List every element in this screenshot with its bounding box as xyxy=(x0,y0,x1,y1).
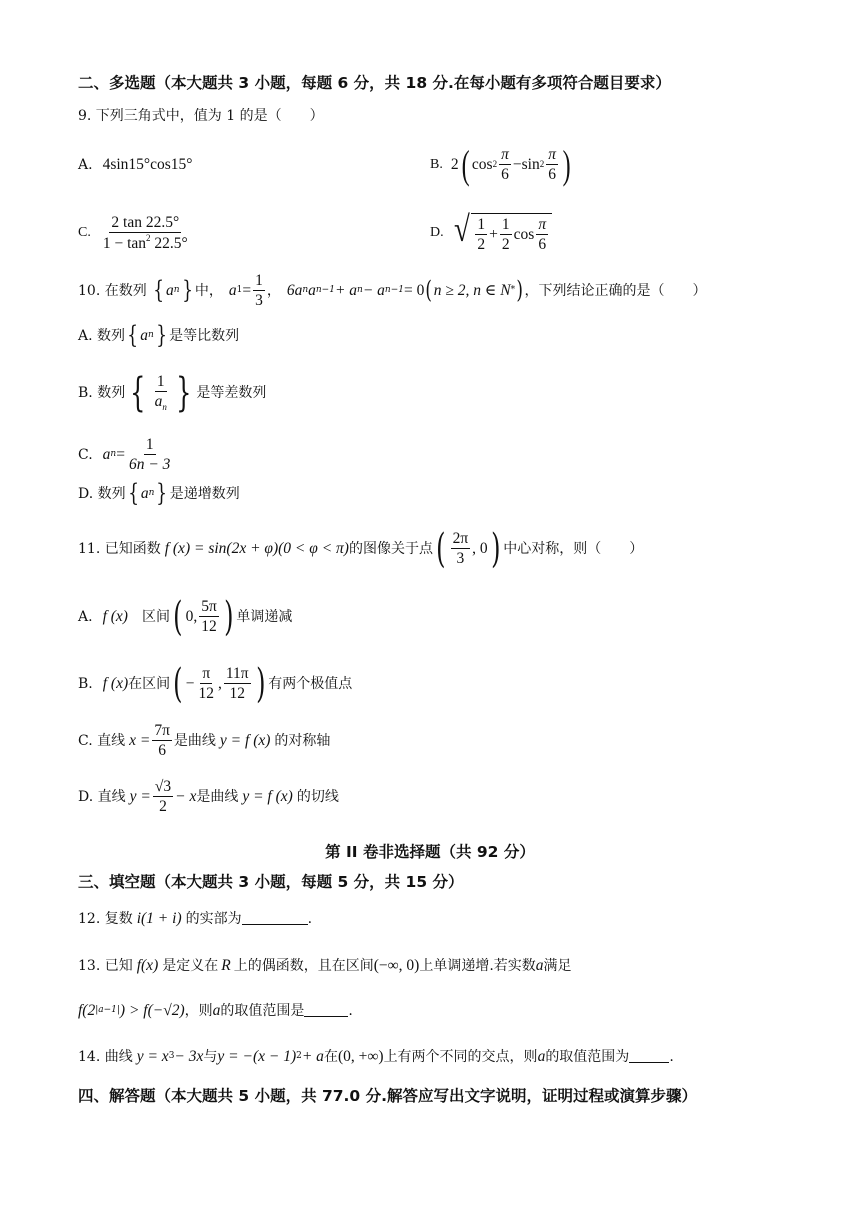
frac-num: 1 xyxy=(475,216,487,235)
q9-d-sqrt xyxy=(452,209,552,254)
stem-text: 是定义在 xyxy=(162,957,219,974)
interval-start: 0, xyxy=(185,607,198,625)
left-paren: ( xyxy=(425,275,433,304)
curve-2-tail: + a xyxy=(301,1048,324,1065)
q11-option-b xyxy=(78,660,353,707)
option-label: D. xyxy=(430,225,444,241)
frac-den: 2 xyxy=(501,236,510,254)
q9-b-exponent: 2 xyxy=(492,159,498,170)
frac-den: 12 xyxy=(229,685,245,703)
q9-option-c xyxy=(78,214,192,252)
interval: (−∞, 0) xyxy=(373,957,420,974)
stem-text: 12. 复数 xyxy=(78,910,133,927)
part-2-title: 第 II 卷非选择题（共 92 分） xyxy=(325,843,535,861)
rec-term: a xyxy=(308,281,316,299)
comma: , xyxy=(218,674,222,692)
q9-b-frac-2 xyxy=(546,146,558,183)
right-paren: ) xyxy=(562,141,571,187)
den-sub: n xyxy=(162,402,167,413)
rec-end: = 0 xyxy=(404,281,425,299)
stem-text: 11. 已知函数 xyxy=(78,540,161,557)
question-14 xyxy=(78,1049,674,1065)
frac-den: 12 xyxy=(201,618,217,636)
right-brace: } xyxy=(156,321,167,349)
stem-text: 的图像关于点 xyxy=(348,540,433,557)
q9-option-d xyxy=(430,209,552,254)
left-brace: { xyxy=(127,321,139,349)
frac-num: 2π xyxy=(451,530,471,549)
func-f: f(x) xyxy=(136,957,159,974)
q9-b-cos: cos xyxy=(471,155,493,173)
stem-text: 满足 xyxy=(543,957,572,974)
question-13-line-1 xyxy=(78,958,572,974)
q9-b-coef: 2 xyxy=(450,155,459,173)
option-text: D. 数列 xyxy=(78,485,126,502)
answer-blank[interactable] xyxy=(629,1050,669,1063)
seq-sub: n xyxy=(173,285,180,296)
left-paren: ( xyxy=(461,141,470,187)
q11-option-a xyxy=(78,593,293,640)
option-text: 是等比数列 xyxy=(169,327,240,344)
q10-third xyxy=(253,272,265,309)
option-text: 有两个极值点 xyxy=(268,675,353,692)
frac-num: π xyxy=(546,146,558,165)
interval: (0, +∞) xyxy=(337,1048,384,1065)
frac-num: 1 xyxy=(144,436,156,455)
option-text: A. 数列 xyxy=(78,327,126,344)
inequality: f(2 xyxy=(78,1002,96,1019)
q11-c-frac xyxy=(152,722,172,759)
neg-sign: − xyxy=(185,674,195,692)
left-paren: ( xyxy=(173,593,183,640)
right-paren: ) xyxy=(516,275,524,304)
option-label: B. xyxy=(78,675,93,692)
complex-expr: i(1 + i) xyxy=(136,910,182,927)
left-paren: ( xyxy=(436,525,446,572)
exponent: 3 xyxy=(168,1051,175,1062)
frac-num: π xyxy=(499,146,511,165)
curve-y: y = f (x) xyxy=(219,731,271,749)
stem-text: 13. 已知 xyxy=(78,957,133,974)
section-heading-solutions: 四、解答题（本大题共 5 小题，共 77.0 分.解答应写出文字说明，证明过程或演算步骤） xyxy=(78,1087,698,1105)
frac-den: 12 xyxy=(198,685,214,703)
rec-sub: n xyxy=(302,285,309,296)
stem-text: 的实部为 xyxy=(185,910,242,927)
q11-b-frac-2 xyxy=(224,665,251,702)
curve-y: y = f (x) xyxy=(242,787,293,805)
right-paren: ) xyxy=(490,525,501,572)
stem-text: 10. 在数列 xyxy=(78,282,147,299)
frac-num: 5π xyxy=(199,598,219,617)
func-f: f (x) xyxy=(102,674,129,692)
frac-pi-six xyxy=(536,216,548,253)
q9-b-minus: − xyxy=(512,155,522,173)
option-text: 在区间 xyxy=(128,675,171,692)
option-label: C. xyxy=(78,225,91,241)
right-paren: ) xyxy=(223,593,234,640)
equals: = xyxy=(242,281,252,299)
option-text: 是等差数列 xyxy=(196,384,267,401)
seq-a: a xyxy=(166,281,174,299)
frac-den: 6 xyxy=(158,742,166,760)
rec-term: + a xyxy=(334,281,358,299)
q9-b-sin: sin xyxy=(521,155,540,173)
c-sub: n xyxy=(110,449,117,460)
set-r: R xyxy=(221,957,231,974)
rec-term: 6a xyxy=(286,281,303,299)
equals: = xyxy=(116,445,125,463)
var-a: a xyxy=(212,1002,221,1019)
frac-half xyxy=(500,216,512,253)
frac-den: 6 xyxy=(538,236,547,254)
rec-term: − a xyxy=(362,281,385,299)
frac-num: π xyxy=(200,665,212,684)
rec-sub: n xyxy=(357,285,363,296)
cos-text: cos xyxy=(513,225,535,243)
option-text: 的对称轴 xyxy=(274,732,331,749)
seq-sub: n xyxy=(148,330,154,341)
period: . xyxy=(669,1048,674,1065)
frac-num: 1 xyxy=(253,272,265,291)
option-text: 是曲线 xyxy=(173,732,216,749)
curve-1-tail: − 3x xyxy=(174,1048,204,1065)
stem-text: 与 xyxy=(203,1048,218,1065)
option-text: C. 直线 xyxy=(78,732,126,749)
star: * xyxy=(510,285,516,296)
section-heading-fill-in: 三、填空题（本大题共 3 小题，每题 5 分，共 15 分） xyxy=(78,873,464,891)
stem-text: 的取值范围是 xyxy=(220,1002,305,1019)
q10-option-a xyxy=(78,321,240,349)
right-brace: } xyxy=(175,369,192,416)
frac-den: 6 xyxy=(501,166,509,184)
q11-option-d xyxy=(78,778,339,815)
frac-den: 2 xyxy=(159,798,167,816)
left-brace: { xyxy=(127,479,139,507)
den-exponent: 2 xyxy=(146,233,151,244)
q10-c-frac xyxy=(127,436,172,473)
q11-a-frac xyxy=(199,598,219,635)
line-y: y = xyxy=(129,787,151,805)
seq-sub: n xyxy=(148,488,155,499)
q10-b-frac xyxy=(153,373,169,413)
q11-option-c xyxy=(78,722,330,759)
func-f: f (x) xyxy=(102,607,128,625)
frac-num: √3 xyxy=(153,778,173,797)
frac-den: 3 xyxy=(255,292,263,310)
curve-2: y = −(x − 1) xyxy=(217,1048,297,1065)
option-text: 是曲线 xyxy=(196,788,239,805)
option-label: C. xyxy=(78,446,93,463)
frac-num: 7π xyxy=(152,722,172,741)
den-text: 1 − tan xyxy=(102,235,147,253)
question-10-stem xyxy=(78,272,706,309)
section-heading-multiple-choice: 二、多选题（本大题共 3 小题，每题 6 分，共 18 分.在每小题有多项符合题目要求） xyxy=(78,74,671,92)
stem-text: 14. 曲线 xyxy=(78,1048,133,1065)
seq-a: a xyxy=(140,326,149,344)
option-text: B. 数列 xyxy=(78,384,126,401)
stem-text: 上单调递增.若实数 xyxy=(419,957,536,974)
stem-text: 上有两个不同的交点，则 xyxy=(383,1048,538,1065)
left-brace: { xyxy=(130,369,146,416)
frac-den: 3 xyxy=(456,550,465,568)
question-13-line-2 xyxy=(78,1003,353,1019)
function-def: f (x) = sin(2x + φ)(0 < φ < π) xyxy=(164,539,349,557)
q9-c-fraction xyxy=(101,214,190,252)
frac-num: 11π xyxy=(224,665,251,684)
question-9-stem: 9. 下列三角式中，值为 1 的是（ ） xyxy=(78,108,324,124)
condition: n ≥ 2, n ∈ N xyxy=(433,281,511,299)
frac-half xyxy=(475,216,487,253)
frac-num: 2 tan 22.5° xyxy=(109,214,181,233)
right-paren: ) xyxy=(255,660,266,707)
q11-b-frac-1 xyxy=(197,665,217,702)
q9-option-b xyxy=(430,141,573,187)
answer-blank[interactable] xyxy=(304,1004,348,1017)
curve-1: y = x xyxy=(136,1048,169,1065)
frac-num: π xyxy=(536,216,548,235)
exponent: |a−1| xyxy=(95,1005,120,1016)
q9-b-exponent: 2 xyxy=(539,159,545,170)
left-brace: { xyxy=(153,275,164,304)
option-text: 单调递减 xyxy=(236,608,293,625)
a1: a xyxy=(228,281,237,299)
q10-option-c xyxy=(78,436,174,473)
answer-blank[interactable] xyxy=(242,912,308,925)
seq-a: a xyxy=(140,484,149,502)
rec-sub: n−1 xyxy=(315,285,335,296)
q11-d-frac xyxy=(153,778,173,815)
right-brace: } xyxy=(156,479,168,507)
option-text: 区间 xyxy=(127,608,170,625)
frac-den: 6 xyxy=(548,166,556,184)
option-text: 的切线 xyxy=(296,788,339,805)
option-text: 是递增数列 xyxy=(169,485,240,502)
stem-text: 中心对称，则（ ） xyxy=(503,540,644,557)
q11-point-frac xyxy=(451,530,471,567)
line-tail: − x xyxy=(175,787,197,805)
period: . xyxy=(348,1002,353,1019)
a1-sub: 1 xyxy=(236,285,243,296)
line-x: x = xyxy=(129,731,151,749)
stem-text: 上的偶函数，且在区间 xyxy=(233,957,374,974)
var-a: a xyxy=(537,1048,546,1065)
frac-den: 2 xyxy=(477,236,486,254)
exponent: 2 xyxy=(296,1051,302,1062)
question-12 xyxy=(78,911,312,927)
right-brace: } xyxy=(181,275,193,304)
frac-num: 1 xyxy=(500,216,512,235)
frac-den xyxy=(101,233,190,252)
plus-sign: + xyxy=(489,225,498,243)
comma: ， xyxy=(266,282,281,299)
frac-den: 6n − 3 xyxy=(128,456,171,474)
point-tail: , 0 xyxy=(472,539,488,557)
stem-text: 中， xyxy=(194,282,223,299)
rec-sub: n−1 xyxy=(384,285,404,296)
c-lhs: a xyxy=(102,445,111,463)
den-text-tail: 22.5° xyxy=(150,235,188,253)
option-label: A. xyxy=(78,156,93,173)
stem-text: ，下列结论正确的是（ ） xyxy=(524,282,707,299)
question-11-stem xyxy=(78,525,644,572)
q9-b-frac-1 xyxy=(499,146,511,183)
stem-text: 的取值范围为 xyxy=(545,1048,630,1065)
q9-option-a xyxy=(78,157,192,173)
frac-num: 1 xyxy=(155,373,167,392)
q10-option-b xyxy=(78,369,267,416)
var-a: a xyxy=(535,957,544,974)
inequality: ) > f(−√2) xyxy=(119,1002,185,1019)
sqrt-body xyxy=(471,213,552,253)
sqrt-icon: √ xyxy=(453,209,470,249)
option-label: B. xyxy=(430,156,443,172)
left-paren: ( xyxy=(173,660,183,707)
option-label: A. xyxy=(78,608,93,625)
stem-text: ，则 xyxy=(184,1002,213,1019)
option-text: D. 直线 xyxy=(78,788,126,805)
period: . xyxy=(307,910,313,927)
stem-text: 在 xyxy=(323,1048,338,1065)
frac-den: a xyxy=(154,393,163,411)
q10-option-d xyxy=(78,479,240,507)
q9-a-expression: 4sin15°cos15° xyxy=(102,156,193,173)
